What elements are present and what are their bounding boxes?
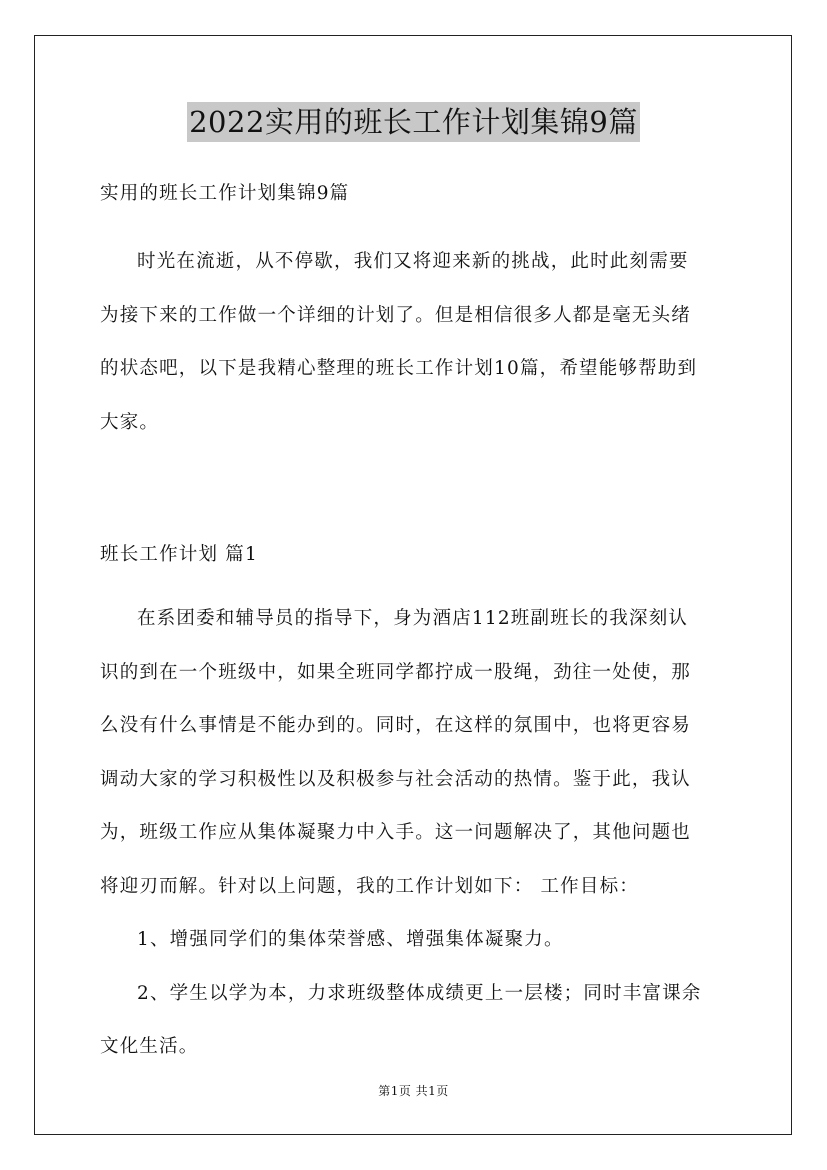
title-container xyxy=(0,102,827,142)
intro-line: 的状态吧，以下是我精心整理的班长工作计划10篇，希望能够帮助到 xyxy=(100,358,698,379)
list-item-line: 文化生活。 xyxy=(100,1036,199,1057)
intro-line: 为接下来的工作做一个详细的计划了。但是相信很多人都是毫无头绪 xyxy=(100,304,692,326)
intro-paragraph xyxy=(100,235,727,449)
body-paragraph xyxy=(100,592,727,913)
body-line: 为，班级工作应从集体凝聚力中入手。这一问题解决了，其他问题也 xyxy=(100,822,692,843)
list-item-1 xyxy=(100,913,727,967)
list-item-line: 1、增强同学们的集体荣誉感、增强集体凝聚力。 xyxy=(137,929,564,950)
body-line: 么没有什么事情是不能办到的。同时，在这样的氛围中，也将更容易 xyxy=(100,715,692,736)
document-subtitle: 实用的班长工作计划集锦9篇 xyxy=(100,183,350,204)
document-body xyxy=(100,176,727,1074)
body-line: 在系团委和辅导员的指导下，身为酒店112班副班长的我深刻认 xyxy=(137,608,689,629)
page-footer: 第1页 共1页 xyxy=(378,1084,449,1098)
intro-line: 时光在流逝，从不停歇，我们又将迎来新的挑战，此时此刻需要 xyxy=(137,251,689,272)
body-line: 调动大家的学习积极性以及积极参与社会活动的热情。鉴于此，我认 xyxy=(100,768,692,790)
body-line: 识的到在一个班级中，如果全班同学都拧成一股绳，劲往一处使，那 xyxy=(100,661,692,683)
list-item-2 xyxy=(100,967,727,1074)
body-line: 将迎刃而解。针对以上问题，我的工作计划如下： 工作目标： xyxy=(100,875,639,897)
document-title: 2022实用的班长工作计划集锦9篇 xyxy=(187,102,640,142)
section-heading: 班长工作计划 篇1 xyxy=(100,544,258,565)
list-item-line: 2、学生以学为本，力求班级整体成绩更上一层楼；同时丰富课余 xyxy=(137,982,702,1004)
intro-line: 大家。 xyxy=(100,411,160,433)
